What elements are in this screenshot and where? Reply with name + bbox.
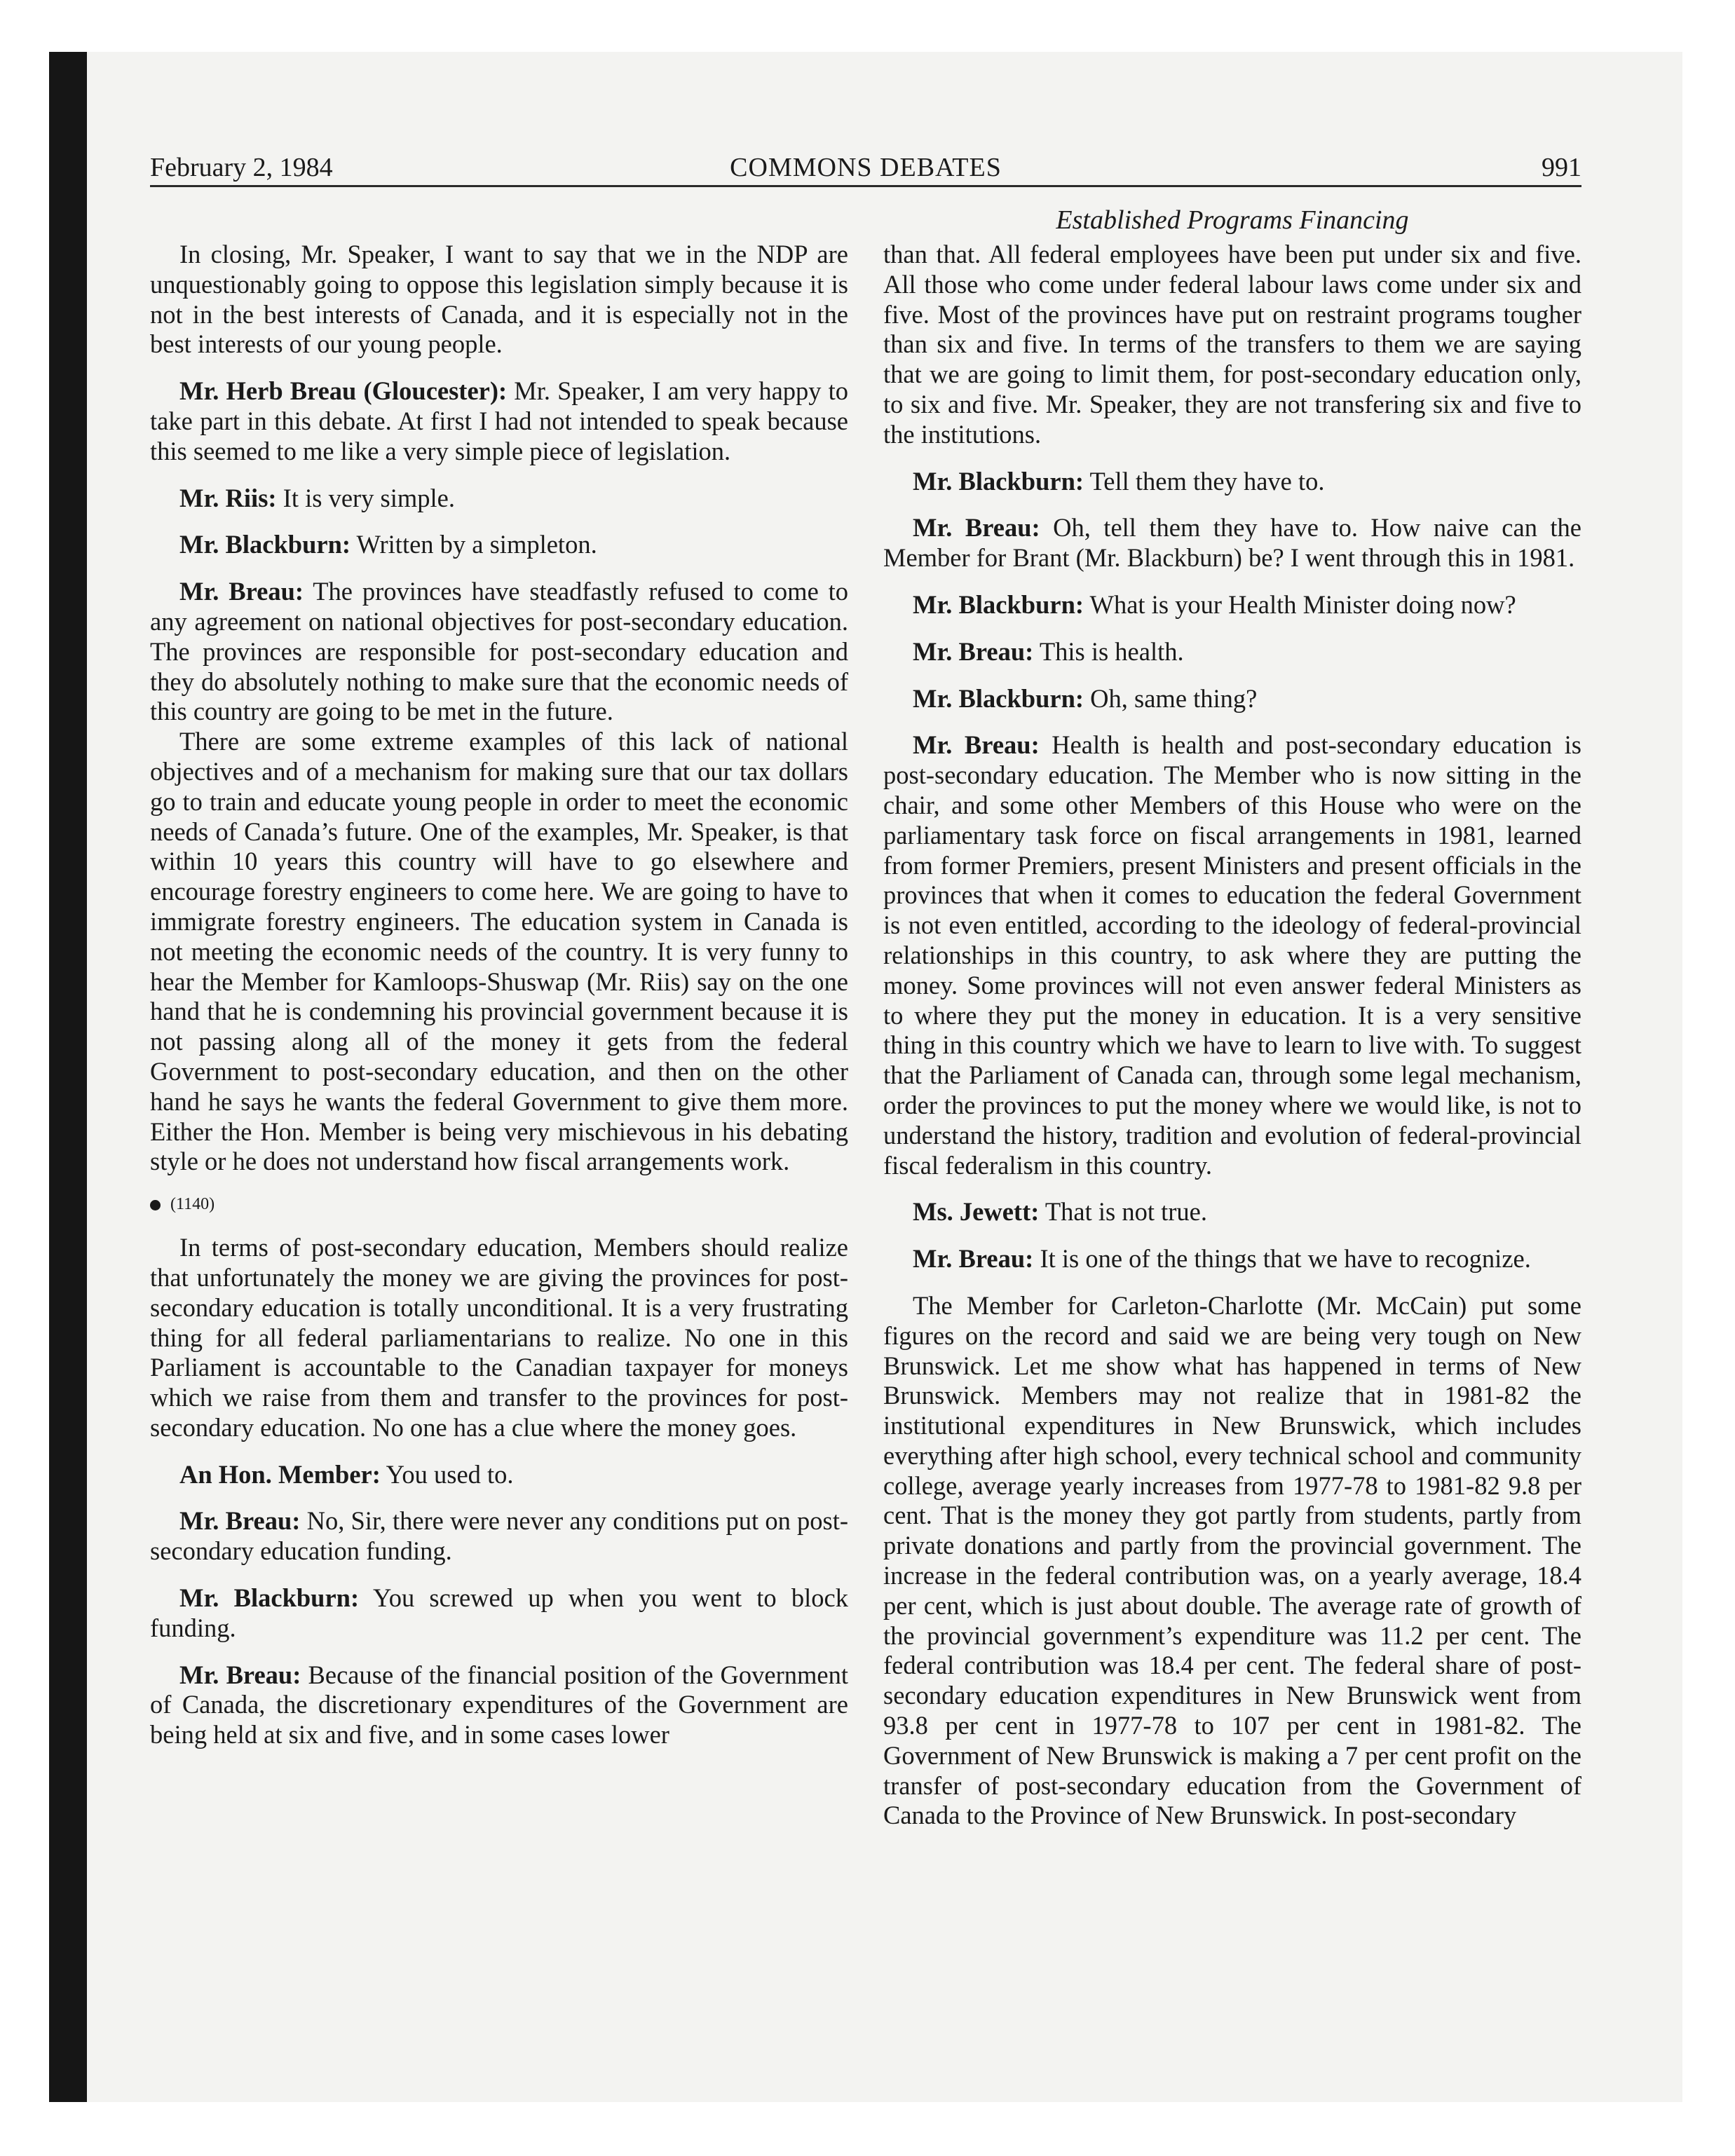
speech [883, 590, 1581, 620]
speaker-name: Mr. Breau: [913, 636, 1034, 666]
speech-text: Oh, tell them they have to. How naive can the Member for Brant (Mr. Blackburn) be? I went through this in 1981. [883, 513, 1582, 573]
speaker-name: Mr. Riis: [179, 483, 277, 512]
speech [150, 577, 848, 727]
running-title: Established Programs Financing [1056, 205, 1409, 235]
speech-text: Mr. Speaker, I am very happy to take part in this debate. At first I had not intended to speak because this seemed to me like a very simple piece of legislation. [150, 376, 849, 465]
speech [883, 467, 1581, 497]
speech-text: Oh, same thing? [1090, 683, 1258, 713]
speech [150, 1660, 848, 1750]
header-page-number: 991 [1542, 153, 1581, 182]
speech-text: The provinces have steadfastly refused to come to any agreement on national objectives for post-secondary education. The provinces are responsible for post-secondary education and they do absolutely nothing to make sure that the economic needs of this country are going to be met in the future. [150, 577, 849, 726]
speech-text: You screwed up when you went to block funding. [150, 1583, 848, 1642]
speech [883, 637, 1581, 667]
speaker-name: Mr. Blackburn: [179, 1583, 360, 1613]
speaker-name: Mr. Blackburn: [913, 466, 1084, 496]
speech [150, 530, 848, 560]
speech-text: Health is health and post-secondary education is post-secondary education. The Member who is now sitting in the chair, and some other Members of this House who were on the parliamentary task force on fiscal arrangements in 1981, learned from former Premiers, present Ministers and present officials in the provinces that when it comes to education the federal Government is not even entitled, according to the ideology of federal-provincial relationships in this country, to ask where they are putting the money. Some provinces will not even answer federal Ministers as to where they put the money in education. It is a very sensitive thing in this country which we have to learn to live with. To suggest that the Parliament of Canada can, through some legal mechanism, order the provinces to put the money where we would like, is not to understand the history, tradition and evolution of federal-provincial fiscal federalism in this country. [883, 730, 1582, 1180]
speaker-name: Mr. Breau: [179, 1506, 301, 1536]
paragraph: The Member for Carleton-Charlotte (Mr. McCain) put some figures on the record and said we are being very tough on New Brunswick. Let me show what has happened in terms of New Brunswick. Members may not realize that in 1981-82 the institutional expenditures in New Brunswick, which includes everything after high school, every technical school and community college, average yearly increases from 1977-78 to 1981-82 9.8 per cent. That is the money they got partly from students, partly from private donations and partly from the provincial government. The increase in the federal contribution was, on a yearly average, 18.4 per cent, which is just about double. The average rate of growth of the provincial government’s expenditure was 11.2 per cent. The federal contribution was 18.4 per cent. The federal share of post-secondary education expenditures in New Brunswick went from 93.8 per cent in 1977-78 to 107 per cent in 1981-82. The Government of New Brunswick is making a 7 per cent profit on the transfer of post-secondary education from the Government of Canada to the Province of New Brunswick. In post-secondary [883, 1290, 1581, 1830]
speaker-name: Mr. Breau: [179, 577, 304, 606]
speaker-name: An Hon. Member: [179, 1459, 381, 1489]
speech-text: What is your Health Minister doing now? [1089, 589, 1516, 619]
paragraph: There are some extreme examples of this lack of national objectives and of a mechanism for making sure that our tax dollars go to train and educate young people in order to meet the economic needs of Canada’s future. One of the examples, Mr. Speaker, is that within 10 years this country will have to go elsewhere and encourage forestry engineers to come here. We are going to have to immigrate forestry engineers. The education system in Canada is not meeting the economic needs of the country. It is very funny to hear the Member for Kamloops-Shuswap (Mr. Riis) say on the one hand that he is condemning his provincial government because it is not passing along all of the money it gets from the federal Government to post-secondary education, and then on the other hand he says he wants the federal Government to give them more. Either the Hon. Member is being very mischievous in his debating style or he does not understand how fiscal arrangements work. [150, 727, 848, 1176]
speech [150, 1460, 848, 1490]
page-header [150, 150, 1581, 185]
speech [150, 484, 848, 514]
speaker-name: Mr. Breau: [913, 513, 1040, 543]
speech-text: It is very simple. [283, 483, 456, 512]
speaker-name: Mr. Blackburn: [913, 589, 1084, 619]
speech-text: Because of the financial position of the Government of Canada, the discretionary expenditures of the Government are being held at six and five, and in some cases lower [150, 1660, 848, 1749]
time-marker-text: (1140) [170, 1195, 215, 1214]
scan-border [49, 52, 87, 2102]
speech-text: Tell them they have to. [1089, 466, 1325, 496]
right-column [883, 240, 1581, 1848]
speech [150, 1506, 848, 1567]
speaker-name: Mr. Blackburn: [913, 683, 1084, 713]
speech-text: You used to. [386, 1459, 514, 1489]
speech-text: This is health. [1039, 636, 1184, 666]
speaker-name: Mr. Breau: [913, 730, 1040, 760]
speaker-name: Mr. Herb Breau (Gloucester): [179, 376, 508, 406]
speech [883, 1244, 1581, 1274]
left-column [150, 240, 848, 1767]
paragraph: In closing, Mr. Speaker, I want to say that we in the NDP are unquestionably going to oppose this legislation simply because it is not in the best interests of Canada, and it is especially not in the best interests of our young people. [150, 240, 848, 359]
time-marker [150, 1194, 848, 1215]
header-date: February 2, 1984 [150, 153, 333, 182]
paragraph: than that. All federal employees have been put under six and five. All those who come under federal labour laws come under six and five. Most of the provinces have put on restraint programs tougher than six and five. In terms of the transfers to them we are saying that we are going to limit them, for post-secondary education only, to six and five. Mr. Speaker, they are not transfering six and five to the institutions. [883, 240, 1581, 449]
paragraph: In terms of post-secondary education, Members should realize that unfortunately the money we are giving the provinces for post-secondary education is totally unconditional. It is a very frustrating thing for all federal parliamentarians to realize. No one in this Parliament is accountable to the Canadian taxpayer for moneys which we raise from them and transfer to the provinces for post-secondary education. No one has a clue where the money goes. [150, 1233, 848, 1442]
speech-text: No, Sir, there were never any conditions put on post-secondary education funding. [150, 1506, 849, 1566]
speaker-name: Mr. Breau: [913, 1244, 1034, 1274]
speaker-name: Mr. Breau: [179, 1660, 301, 1689]
header-rule [150, 185, 1581, 187]
speaker-name: Ms. Jewett: [913, 1197, 1040, 1227]
speech-text: Written by a simpleton. [356, 530, 597, 559]
speech [883, 513, 1581, 573]
speaker-name: Mr. Blackburn: [179, 530, 351, 559]
speech [150, 1583, 848, 1644]
header-publication: COMMONS DEBATES [730, 153, 1002, 182]
speech [883, 1197, 1581, 1227]
speech-text: That is not true. [1045, 1197, 1207, 1227]
speech [883, 684, 1581, 714]
speech-text: It is one of the things that we have to recognize. [1040, 1244, 1531, 1274]
speech [883, 730, 1581, 1180]
speech [150, 376, 848, 466]
bullet-icon [150, 1200, 161, 1210]
